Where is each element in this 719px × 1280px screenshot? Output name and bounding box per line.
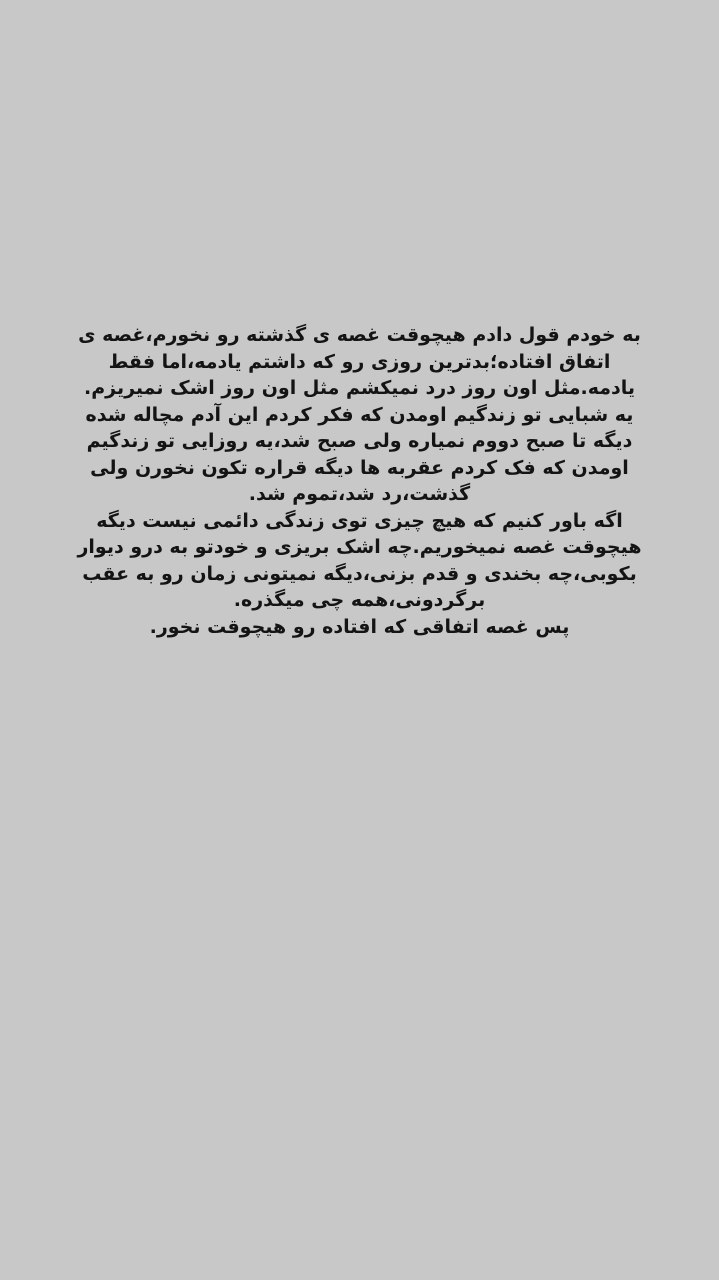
story-line: پس غصه اتفاقی که افتاده رو هیچوقت نخور. [149,615,570,638]
story-line: اتفاق افتاده؛بدترین روزی رو که داشتم یادمه،اما فقط [108,350,611,373]
story-line: یادمه.مثل اون روز درد نمیکشم مثل اون روز اشک نمیریزم. [83,377,635,399]
story-line: برگردونی،همه چی میگذره. [233,589,486,611]
story-text [70,322,649,640]
story-line: هیچوقت غصه نمیخوریم.چه اشک بریزی و خودتو به درو دیوار [77,536,642,558]
story-line: دیگه تا صبح دووم نمیاره ولی صبح شد،یه روزایی تو زندگیم [86,430,633,452]
story-line: اومدن که فک کردم عقربه ها دیگه قراره تکون نخورن ولی [90,456,629,479]
story-line: یه شبایی تو زندگیم اومدن که فکر کردم این آدم مچاله شده [85,403,634,426]
story-line: به خودم قول دادم هیچوقت غصه ی گذشته رو نخورم،غصه ی [78,324,641,346]
story-line: اگه باور کنیم که هیچ چیزی توی زندگی دائمی نیست دیگه [96,509,623,532]
story-line: بکوبی،چه بخندی و قدم بزنی،دیگه نمیتونی زمان رو به عقب [82,562,637,585]
story-line: گذشت،رد شد،تموم شد. [248,483,471,505]
